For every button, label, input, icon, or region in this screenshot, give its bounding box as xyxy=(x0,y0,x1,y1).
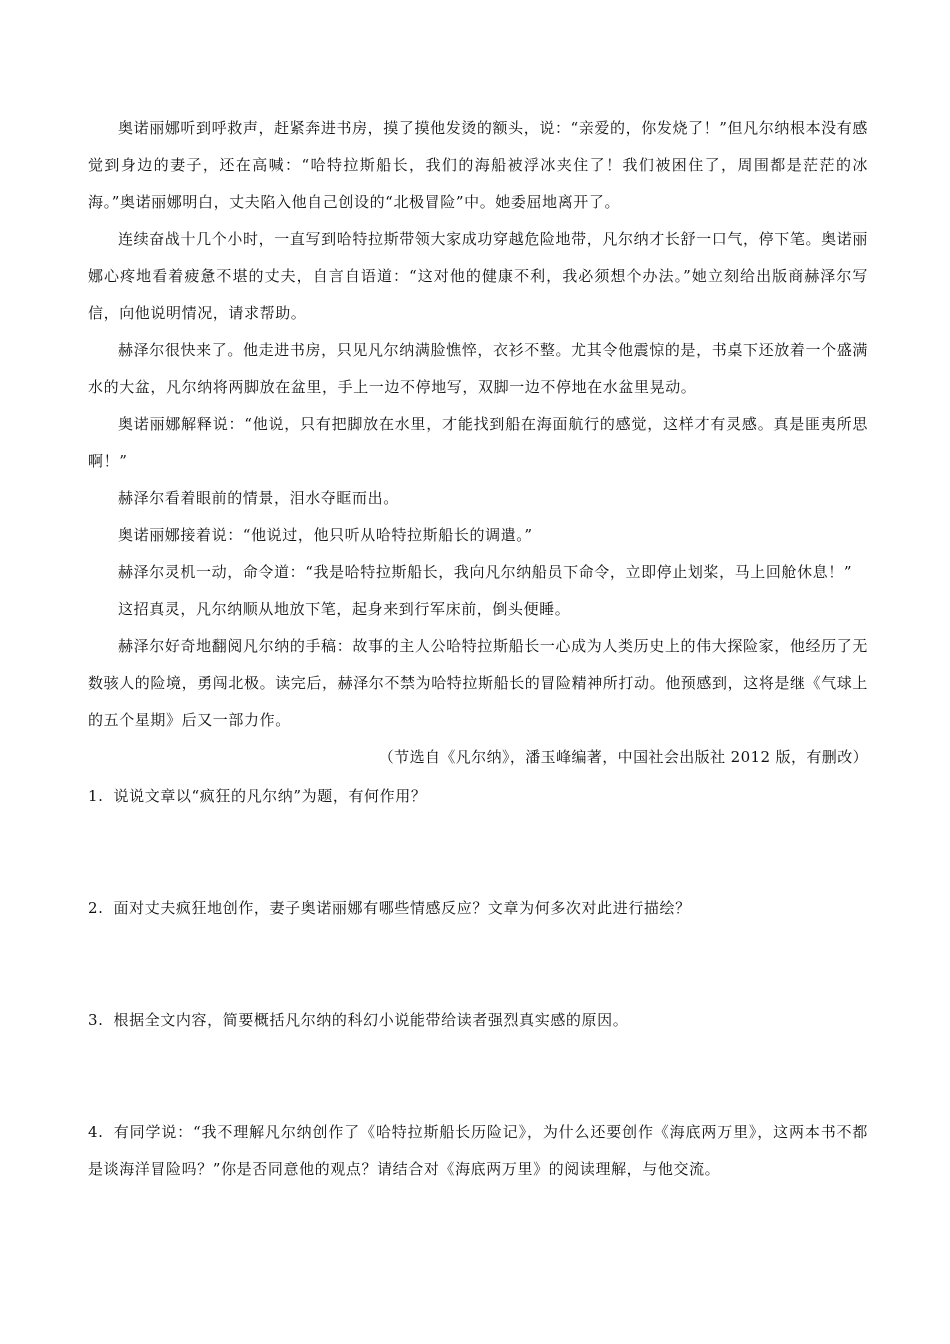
question-item xyxy=(88,1002,868,1039)
passage-paragraph: 奥诺丽娜接着说：“他说过，他只听从哈特拉斯船长的调遣。” xyxy=(118,526,533,544)
question-number: 4. xyxy=(88,1123,104,1141)
question-text: 面对丈夫疯狂地创作，妻子奥诺丽娜有哪些情感反应？文章为何多次对此进行描绘？ xyxy=(113,899,691,917)
passage-paragraph: 赫泽尔看着眼前的情景，泪水夺眶而出。 xyxy=(118,489,399,507)
passage-paragraph: 赫泽尔很快来了。他走进书房，只见凡尔纳满脸憔悴，衣衫不整。尤其令他震惊的是，书桌下还放着一个盛满水的大盆，凡尔纳将两脚放在盆里，手上一边不停地写，双脚一边不停地在水盆里晃动。 xyxy=(88,341,868,396)
passage-paragraph: 赫泽尔好奇地翻阅凡尔纳的手稿：故事的主人公哈特拉斯船长一心成为人类历史上的伟大探险家，他经历了无数骇人的险境，勇闯北极。读完后，赫泽尔不禁为哈特拉斯船长的冒险精神所打动。他预感到，这将是继《气球上的五个星期》后又一部力作。 xyxy=(88,637,869,729)
source-citation: （节选自《凡尔纳》，潘玉峰编著，中国社会出版社 2012 版，有删改） xyxy=(378,748,868,766)
question-number: 2. xyxy=(88,899,104,917)
passage-paragraph: 赫泽尔灵机一动，命令道：“我是哈特拉斯船长，我向凡尔纳船员下命令，立即停止划桨，马上回舱休息！” xyxy=(118,563,853,581)
question-text: 有同学说：“我不理解凡尔纳创作了《哈特拉斯船长历险记》，为什么还要创作《海底两万里》，这两本书不都是谈海洋冒险吗？”你是否同意他的观点？请结合对《海底两万里》的阅读理解，与他交流。 xyxy=(88,1123,868,1178)
question-text: 根据全文内容，简要概括凡尔纳的科幻小说能带给读者强烈真实感的原因。 xyxy=(113,1011,629,1029)
questions-section xyxy=(88,778,868,1188)
document-page xyxy=(88,110,868,1188)
passage xyxy=(88,110,868,776)
passage-paragraph: 这招真灵，凡尔纳顺从地放下笔，起身来到行军床前，倒头便睡。 xyxy=(118,600,571,618)
question-item xyxy=(88,890,868,927)
question-number: 1. xyxy=(88,787,104,805)
question-item xyxy=(88,778,868,815)
passage-paragraph: 奥诺丽娜听到呼救声，赶紧奔进书房，摸了摸他发烫的额头，说：“亲爱的，你发烧了！”但凡尔纳根本没有感觉到身边的妻子，还在高喊：“哈特拉斯船长，我们的海船被浮冰夹住了！我们被困住了，周围都是茫茫的冰海。”奥诺丽娜明白，丈夫陷入他自己创设的“北极冒险”中。她委屈地离开了。 xyxy=(88,119,868,211)
question-item xyxy=(88,1114,868,1188)
question-number: 3. xyxy=(88,1011,104,1029)
question-text: 说说文章以“疯狂的凡尔纳”为题，有何作用？ xyxy=(113,787,427,805)
passage-paragraph: 奥诺丽娜解释说：“他说，只有把脚放在水里，才能找到船在海面航行的感觉，这样才有灵感。真是匪夷所思啊！” xyxy=(88,415,868,470)
passage-paragraph: 连续奋战十几个小时，一直写到哈特拉斯带领大家成功穿越危险地带，凡尔纳才长舒一口气，停下笔。奥诺丽娜心疼地看着疲惫不堪的丈夫，自言自语道：“这对他的健康不利，我必须想个办法。”她立刻给出版商赫泽尔写信，向他说明情况，请求帮助。 xyxy=(88,230,868,322)
